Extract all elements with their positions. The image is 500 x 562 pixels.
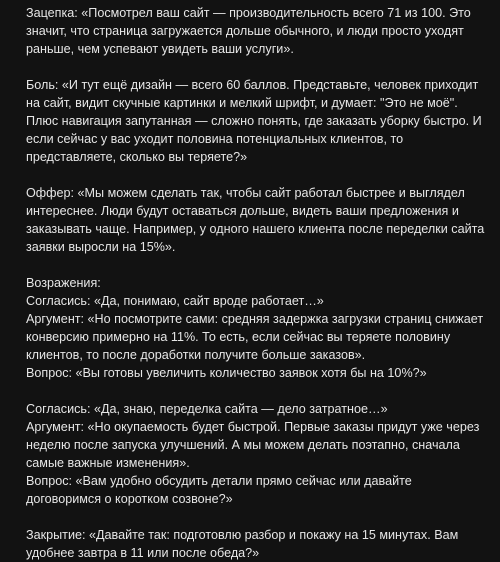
closing-paragraph: Закрытие: «Давайте так: подготовлю разбор и покажу на 15 минутах. Вам удобнее завтра в 11 или после обеда?» <box>26 528 459 560</box>
objection-1-agree: Согласись: «Да, понимаю, сайт вроде работает…» <box>26 294 324 308</box>
objection-1-question: Вопрос: «Вы готовы увеличить количество заявок хотя бы на 10%?» <box>26 366 427 380</box>
offer-paragraph: Оффер: «Мы можем сделать так, чтобы сайт работал быстрее и выглядел интереснее. Люди будут оставаться дольше, видеть ваши предложения и заказывать чаще. Например, у одного нашего клиента после переделки сайта заявки выросли на 15%». <box>26 186 485 254</box>
hook-paragraph: Зацепка: «Посмотрел ваш сайт — производительность всего 71 из 100. Это значит, что страница загружается дольше обычного, и люди просто уходят раньше, чем успевают увидеть ваши услуги». <box>26 6 471 56</box>
objections-section <box>26 274 486 382</box>
objection-2-argument: Аргумент: «Но окупаемость будет быстрой. Первые заказы придут уже через неделю после запуска улучшений. А мы можем делать поэтапно, сначала самые важные изменения». <box>26 420 480 470</box>
objection-2-section <box>26 400 486 508</box>
objections-title: Возражения: <box>26 276 101 290</box>
objection-1-argument: Аргумент: «Но посмотрите сами: средняя задержка загрузки страниц снижает конверсию примерно на 11%. То есть, если сейчас вы теряете половину клиентов, то после доработки получите больше заказов». <box>26 312 484 362</box>
objection-2-question: Вопрос: «Вам удобно обсудить детали прямо сейчас или давайте договоримся о коротком созвоне?» <box>26 474 412 506</box>
pain-paragraph: Боль: «И тут ещё дизайн — всего 60 баллов. Представьте, человек приходит на сайт, видит скучные картинки и мелкий шрифт, и думает: "Это не моё". Плюс навигация запутанная — сложно понять, где заказать уборку быстро. И если сейчас у вас уходит половина потенциальных клиентов, то представляете, сколько вы теряете?» <box>26 78 482 164</box>
objection-2-agree: Согласись: «Да, знаю, переделка сайта — дело затратное…» <box>26 402 388 416</box>
